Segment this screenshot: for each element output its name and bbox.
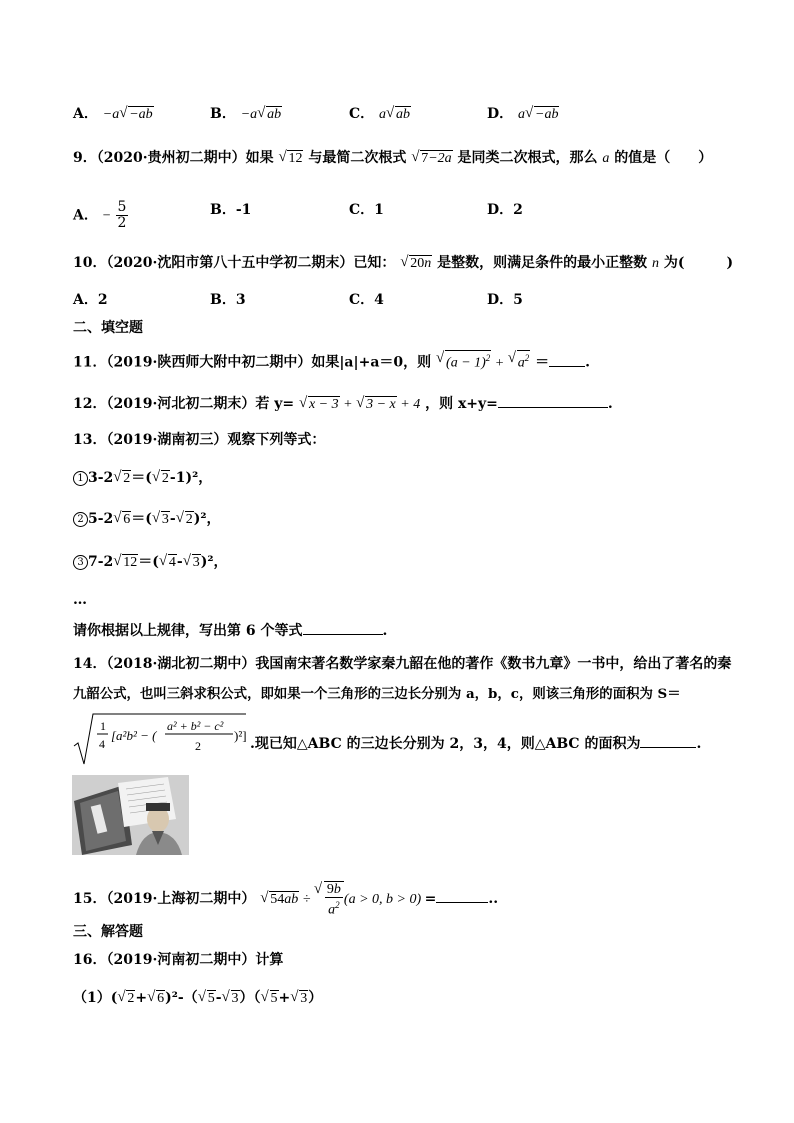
q13-number: 13． <box>73 432 107 448</box>
q13-instruction-text: 请你根据以上规律，写出第 6 个等式 <box>73 623 303 639</box>
q14-answer-blank[interactable] <box>640 733 696 748</box>
q15-number: 15． <box>73 891 107 908</box>
q9-number: 9． <box>73 150 97 166</box>
section-solution-heading: 三、解答题 <box>73 924 143 940</box>
q8-option-b-label: B． <box>210 106 236 122</box>
q8-option-a-expr: −a√ −ab <box>103 107 154 122</box>
q10-text-1: 已知： <box>353 255 396 271</box>
book-portrait-illustration <box>72 775 189 855</box>
q12-text-2: ，则 x+y= <box>425 396 498 412</box>
q11-number: 11． <box>73 354 107 371</box>
q16-part-1 <box>73 988 322 1009</box>
q12-answer-blank[interactable] <box>498 393 608 408</box>
q14-a2b2: [a²b² − ( <box>111 728 157 743</box>
q15-expression: √ 54ab ÷ √ $\frac{9b}{a^2}$ (a > 0, b > 0) <box>260 892 424 907</box>
q16-source: （2019·河南初二期中） <box>106 952 256 968</box>
q16-number: 16． <box>73 952 107 968</box>
q13-ellipsis: … <box>73 592 87 608</box>
q11-answer-blank[interactable] <box>549 352 585 367</box>
q10-text-2: 是整数，则满足条件的最小正整数 <box>437 255 648 271</box>
q8-option-d <box>487 104 559 125</box>
q11-text-1: 如果|a|+a＝0，则 <box>311 354 432 371</box>
q10-source: （2020·沈阳市第八十五中学初二期末） <box>106 255 354 271</box>
q10-stem <box>73 253 733 274</box>
q8-option-a-label: A． <box>73 106 98 122</box>
q11-source: （2019·陕西师大附中初二期中） <box>106 354 312 371</box>
q13-source: （2019·湖南初三） <box>106 432 228 448</box>
q9-option-a-label: A． <box>73 207 98 224</box>
q14-numerator: a² + b² − c² <box>167 719 224 733</box>
q16-stem <box>73 950 283 970</box>
q8-option-c <box>349 104 411 125</box>
q9-radical-7-2a: √ 7−2a <box>411 151 452 166</box>
q9-text-4: 的值是（ ） <box>614 150 713 166</box>
q9-option-b: B．-1 <box>210 202 252 218</box>
q12-stem <box>73 393 613 415</box>
q9-option-a-fraction: $\frac{5}{2}$ <box>117 199 127 231</box>
q9-stem <box>73 148 712 169</box>
q13-eq2-expr: 5-2√ 6＝(√ 3-√ 2)²， <box>88 511 221 527</box>
q15-stem: 15．（2019·上海初二期中） √ 54ab ÷ √ $\frac{9b}{a^2}$ (a > 0, b > 0) = .. <box>73 881 498 918</box>
q14-heron-formula-radical <box>73 712 248 768</box>
q13-eq3-expr: 7-2√ 12＝(√ 4-√ 3)²， <box>88 554 228 570</box>
q10-option-b: B．3 <box>210 292 246 308</box>
q9-option-d: D．2 <box>487 202 523 218</box>
q13-circle-mark-3: 3 <box>73 555 88 570</box>
q14-source: （2018·湖北初二期中） <box>106 656 256 672</box>
q13-end: . <box>382 623 388 639</box>
q12-text-1: 若 y= <box>255 396 295 412</box>
q13-text: 观察下列等式： <box>227 432 326 448</box>
q11-stem <box>73 350 590 374</box>
q9-source: （2020·贵州初二期中） <box>96 150 246 166</box>
q16-part-1-expr: (√ 2+√ 6)²-（√ 5-√ 3）（√ 5+√ 3） <box>111 990 322 1006</box>
q9-var-a: a <box>602 151 610 166</box>
q10-option-c: C．4 <box>349 292 384 308</box>
q14-number: 14． <box>73 656 107 672</box>
q8-option-b-expr: −a√ ab <box>241 107 282 122</box>
q9-option-c: C．1 <box>349 202 384 218</box>
q14-text-3: .现已知△ABC 的三边长分别为 2，3，4，则△ABC 的面积为 <box>250 736 641 752</box>
q14-frac-four: 4 <box>99 737 105 751</box>
q15-source: （2019·上海初二期中） <box>106 891 256 908</box>
q14-close: )²] <box>234 728 247 743</box>
q14-frac-one: 1 <box>100 719 106 733</box>
q13-answer-blank[interactable] <box>303 620 383 635</box>
q10-text-3: 为( ) <box>663 255 734 271</box>
q8-option-d-expr: a√ −ab <box>518 107 559 122</box>
q9-option-a <box>73 200 128 231</box>
q9-text-3: 是同类二次根式，那么 <box>457 150 598 166</box>
q10-radical-20n: √ 20n <box>400 256 432 271</box>
q9-radical-12: √ 12 <box>278 151 303 166</box>
q14-line-3 <box>250 733 701 754</box>
q13-equation-3 <box>73 552 228 573</box>
q13-equation-2 <box>73 509 221 530</box>
q8-option-d-label: D． <box>487 106 514 122</box>
q9-text-2: 与最简二次根式 <box>308 150 407 166</box>
q10-number: 10． <box>73 255 107 271</box>
q13-instruction <box>73 620 387 641</box>
q14-end: . <box>696 736 702 752</box>
q12-end: . <box>607 396 613 412</box>
q10-option-a: A．2 <box>73 292 108 308</box>
q13-equation-1 <box>73 468 212 489</box>
q11-equals: ＝ <box>535 354 550 371</box>
q13-eq1-expr: 3-2√ 2＝(√ 2-1)²， <box>88 470 212 486</box>
section-fill-in-heading: 二、填空题 <box>73 320 143 336</box>
q8-option-a <box>73 104 154 125</box>
q15-answer-blank[interactable] <box>436 888 488 903</box>
q14-denominator: 2 <box>195 739 201 753</box>
q10-var-n: n <box>651 256 659 271</box>
q14-line-1 <box>73 654 731 674</box>
q11-end: . <box>585 354 590 371</box>
q15-end: .. <box>488 891 499 908</box>
q14-line-2: 九韶公式，也叫三斜求积公式，即如果一个三角形的三边长分别为 a，b，c，则该三角形的面积为 S＝ <box>73 686 681 702</box>
q8-option-c-expr: a√ ab <box>379 107 411 122</box>
q12-expression: √ x − 3 + √ 3 − x + 4 <box>299 397 420 412</box>
q9-option-a-value: − <box>102 208 111 224</box>
q10-option-d: D．5 <box>487 292 523 308</box>
q14-text-1: 我国南宋著名数学家秦九韶在他的著作《数书九章》一书中，给出了著名的秦 <box>255 656 732 672</box>
qin-jiushao-book-photo <box>72 775 189 855</box>
q16-text: 计算 <box>255 952 284 968</box>
q8-option-c-label: C． <box>349 106 375 122</box>
q12-number: 12． <box>73 396 107 412</box>
q13-circle-mark-1: 1 <box>73 471 88 486</box>
q12-source: （2019·河北初二期末） <box>106 396 256 412</box>
q16-part-1-label: （1） <box>73 990 111 1006</box>
q11-expression: √ $(a - 1)^2$ + √ $a^2$ <box>436 356 530 371</box>
q9-text-1: 如果 <box>245 150 274 166</box>
q13-stem <box>73 430 325 450</box>
q13-circle-mark-2: 2 <box>73 512 88 527</box>
q8-option-b <box>210 104 282 125</box>
